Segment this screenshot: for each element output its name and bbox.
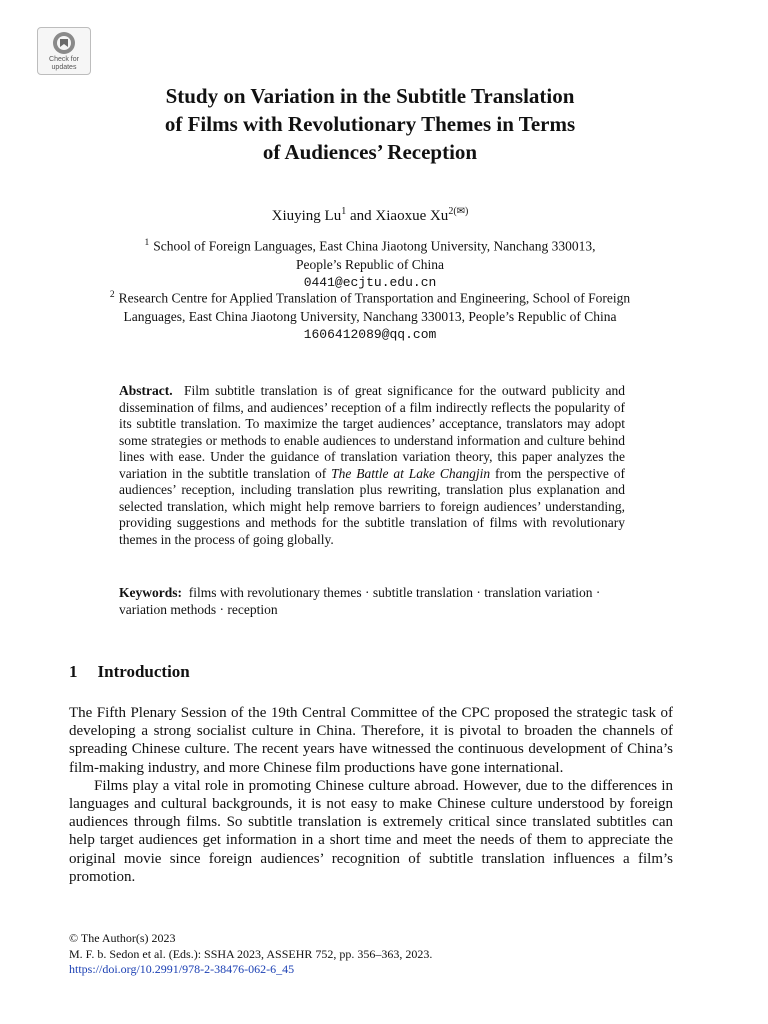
author-email[interactable]: 1606412089@qq.com	[303, 326, 437, 342]
check-for-updates-badge[interactable]	[37, 27, 91, 75]
title-line2: of Films with Revolutionary Themes in Terms	[164, 112, 576, 136]
abstract-film-title: The Battle at Lake Changjin	[331, 465, 491, 481]
body-text	[69, 704, 673, 886]
paper-title	[60, 82, 680, 166]
check-for-updates-icon	[50, 31, 78, 55]
affiliation	[60, 286, 680, 344]
section-title: Introduction	[97, 662, 190, 681]
author-name: Xiuying Lu	[271, 208, 342, 224]
abstract-label: Abstract.	[119, 383, 173, 398]
affiliation-line: People’s Republic of China	[295, 256, 445, 272]
affiliation-number: 1	[144, 238, 150, 248]
author-affiliation-mark: 1	[341, 206, 347, 217]
citation: M. F. b. Sedon et al. (Eds.): SSHA 2023, ASSEHR 752, pp. 356–363, 2023.	[69, 946, 433, 961]
footer	[69, 931, 432, 978]
abstract-text: from the perspective of audiences’ reception, including translation plus rewriting, translation plus explanation and selected translation, which might help remove barriers to foreign audiences’ understanding, providing suggestions and methods for the subtitle translation of films with revolutionary themes in the process of going globally.	[119, 465, 626, 547]
body-paragraph: The Fifth Plenary Session of the 19th Central Committee of the CPC proposed the strategic task of developing a strong socialist culture in China. Therefore, it is pivotal to broaden the channels of spreading Chinese culture. The recent years have witnessed the continuous development of China’s film-making industry, and more Chinese film productions have gone international.	[69, 705, 673, 776]
title-line1: Study on Variation in the Subtitle Translation	[165, 84, 575, 108]
badge-label-line1: Check for	[49, 56, 79, 63]
keywords-text: films with revolutionary themes · subtitle translation · translation variation · variation methods · reception	[119, 585, 601, 617]
keywords-label: Keywords:	[119, 585, 182, 600]
section-number: 1	[69, 662, 78, 681]
affiliation-number: 2	[109, 290, 115, 300]
badge-label-line2: updates	[51, 64, 77, 71]
keywords	[119, 585, 625, 618]
affiliation	[60, 234, 680, 292]
author-affiliation-mark: 2(✉)	[448, 206, 469, 217]
copyright-notice: © The Author(s) 2023	[69, 931, 176, 945]
author-connector: and	[346, 208, 376, 224]
author-email[interactable]: 0441@ecjtu.edu.cn	[303, 274, 437, 290]
section-heading	[69, 662, 190, 682]
affiliation-line: Research Centre for Applied Translation of Transportation and Engineering, School of Foreign	[118, 290, 631, 306]
author-list	[60, 202, 680, 226]
doi-link[interactable]: https://doi.org/10.2991/978-2-38476-062-6_45	[69, 962, 295, 976]
affiliation-line: School of Foreign Languages, East China Jiaotong University, Nanchang 330013,	[153, 238, 596, 254]
body-paragraph: Films play a vital role in promoting Chinese culture abroad. However, due to the differences in languages and cultural backgrounds, it is not easy to make Chinese culture understood by foreign audiences through films. So subtitle translation is extremely critical since translated subtitles can help target audiences get information in a short time and meet the needs of them to appreciate the original movie since foreign audiences’ recognition of subtitle translation influences a film’s promotion.	[69, 777, 673, 885]
title-line3: of Audiences’ Reception	[262, 140, 478, 164]
author-name: Xiaoxue Xu	[375, 208, 449, 224]
affiliation-line: Languages, East China Jiaotong University, Nanchang 330013, People’s Republic of China	[123, 308, 617, 324]
abstract	[119, 383, 625, 548]
abstract-text: Film subtitle translation is of great significance for the outward publicity and dissemination of films, and audiences’ reception of a film indirectly reflects the popularity of its subtitle translation. To maximize the target audiences’ acceptance, translators may adopt some strategies or methods to enable audiences to understand information and culture behind lines with ease. Under the guidance of translation variation theory, this paper analyzes the variation in the subtitle translation of	[119, 383, 625, 481]
